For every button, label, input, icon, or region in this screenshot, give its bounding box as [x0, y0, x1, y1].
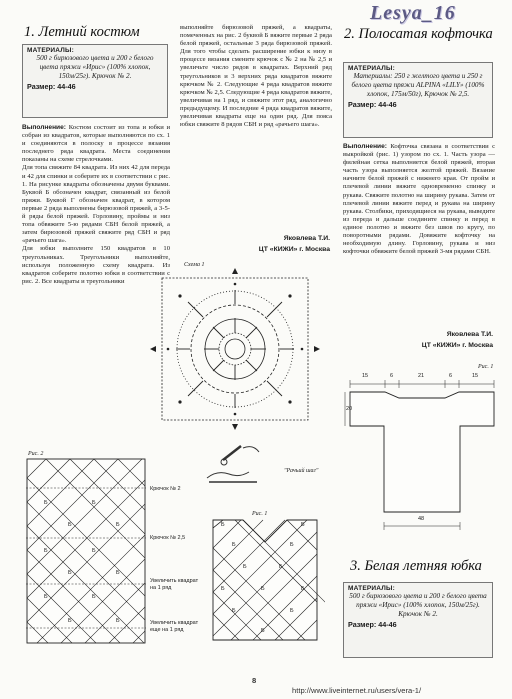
magazine-logo: Lesya_16: [370, 2, 456, 24]
dim-label: 6: [390, 373, 394, 379]
page-number: 8: [252, 676, 257, 685]
size-label: Размер: 44-46: [348, 620, 397, 629]
letter-b: Б: [116, 522, 120, 528]
crab-stitch-illustration: [203, 440, 273, 488]
crab-stitch-caption: "Рачьий шаг": [284, 468, 319, 474]
fig1-caption: Рис. 1: [252, 511, 268, 517]
fig1-letters: [205, 518, 325, 642]
letter-b: Б: [221, 586, 225, 592]
letter-b: Б: [261, 628, 265, 634]
scheme1-caption: Схема 1: [184, 262, 205, 268]
letter-b: Б: [243, 564, 247, 570]
fig2-caption: Рис. 2: [28, 451, 44, 457]
letter-b: Б: [116, 618, 120, 624]
letter-b: Б: [44, 500, 48, 506]
increase2-label: Увеличить квадрат еще на 1 ряд: [150, 620, 199, 633]
letter-b: Б: [92, 548, 96, 554]
letter-b: Б: [301, 522, 305, 528]
scheme1-motif-diagram: [150, 268, 320, 433]
dim-label: 48: [418, 516, 425, 522]
article1-studio: ЦТ «КИЖИ» г. Москва: [258, 246, 330, 253]
body-lead: Выполнение:: [343, 143, 387, 150]
article1-body: [22, 124, 170, 444]
source-url[interactable]: http://www.liveinternet.ru/users/vera-1/: [292, 686, 422, 695]
dim-label: 20: [346, 406, 353, 412]
article3-title: 3. Белая летняя юбка: [350, 558, 482, 574]
letter-b: Б: [232, 608, 236, 614]
letter-b: Б: [221, 522, 225, 528]
hook2-label: Крючок № 2: [150, 486, 181, 492]
article1-materials-box: [22, 44, 168, 118]
letter-b: Б: [68, 522, 72, 528]
body-text: Кофточка связана в соответствии с выкройкой (рис. 1) узором по сх. 1. Часть узора — филейная сетка выполняется белой пряжей, вторая часть узора выполняется желтой пряжей. Вязание начните белой пряжей с нижнего края. От пройм и плечевой линии вяжите одновременно спинку и рукава. Свяжите полотно на ширину рукава. Затем от плечевой линии вяжите перед и рукава на ширину рукава. Столбики, приходящиеся на рукава, выведите из переда и дальше соедините спинку и перед в единое полотно и вяжите без швов по кругу, по поворотными рядами. Довяжите кофточку на необходимую длину. Горловину, рукава и низ кофточки обвяжите белой пряжей 3-мя рядами СБН.: [343, 143, 495, 256]
letter-b: Б: [232, 542, 236, 548]
letter-b: Б: [44, 594, 48, 600]
letter-b: Б: [68, 618, 72, 624]
body-p3: Для юбки выполните 150 квадратов в 10 треугольниках. Треугольники выполняйте, используя положенную схему квадрата. Из квадратов соберите полотно юбки в соответствии с рис. 2. Все квадраты и треугольники: [22, 245, 170, 285]
letter-b: Б: [261, 586, 265, 592]
fig2-letters: [26, 458, 146, 644]
size-label: Размер: 44-46: [348, 100, 397, 109]
letter-b: Б: [92, 594, 96, 600]
body-p1: Костюм состоит из топа и юбки и собран из квадратов, которые выполняются по сх. 1 и соединяются в полоску в процессе вязания последнего ряда квадрата. Места соединения показаны на схеме стрелочками.: [22, 124, 170, 164]
materials-label: МАТЕРИАЛЫ:: [27, 47, 74, 54]
hook25-label: Крючок № 2,5: [150, 535, 186, 541]
pattern-caption: Рис. 1: [478, 364, 494, 370]
article2-body: [343, 143, 495, 327]
letter-b: Б: [301, 586, 305, 592]
article3-materials-box: [343, 582, 493, 658]
dim-label: 21: [418, 373, 425, 379]
article2-studio: ЦТ «КИЖИ» г. Москва: [421, 342, 493, 349]
dim-label: 15: [472, 373, 479, 379]
dim-label: 15: [362, 373, 369, 379]
materials-label: МАТЕРИАЛЫ:: [348, 65, 395, 72]
article1-body-col2: выполняйте бирюзовой пряжей, а квадраты, помеченных на рис. 2 буквой Б вяжите первые 2 ряда белой пряжей, остальные 3 ряда бирюзовой пряжей. Для того чтобы сделать расширение юбки к низу в процессе вязания смените крючок с № 2 на № 2,5 и увеличьте число рядов в квадратах. Верхний ряд треугольников и 3 верхних ряда квадратов вяжите крючком № 2. Следующие 4 ряда квадратов вяжите крючком № 2,5. Следующие 4 ряда квадратов вяжите, увеличивая на 1 ряд, и свяжите этот ряд, аналогично предыдущему. И последние 4 ряда квадратов вяжите, увеличивая квадраты еще на один ряд. Для пояса юбки свяжите 8 рядов СБН и ряд «рачьего шага».: [180, 24, 332, 129]
body-p2: Для топа свяжите 84 квадрата. Из них 42 для переда и 42 для спинки и соберите их в соответствии с рис. 1. На рисунке квадраты обозначены двумя буквами. Буквой Б обозначен квадрат, связанный из белой пряжи. Буквой Г обозначен квадрат, в котором первые 2 ряда выполнены бирюзовой пряжей, а 3-5-й ряды белой пряжей. Горловину, проймы и низ топа обвяжите 5-ю рядами СБН белой пряжей, а затем бирюзовой пряжей свяжите ряд СБН и ряд «рачьего шага».: [22, 164, 170, 245]
letter-b: Б: [290, 608, 294, 614]
letter-b: Б: [44, 548, 48, 554]
materials-text: 500 г бирюзового цвета и 200 г белого цвета пряжи «Ирис» (100% хлопок, 150м/25г). Крючок № 2.: [349, 592, 487, 618]
dim-label: 6: [449, 373, 453, 379]
materials-text: 500 г бирюзового цвета и 200 г белого цвета пряжи «Ирис» (100% хлопок, 150м/25г). Крючок № 2.: [36, 54, 154, 80]
increase1-label: Увеличить квадрат на 1 ряд: [150, 578, 199, 591]
article1-title: 1. Летний костюм: [24, 24, 140, 40]
letter-b: Б: [68, 570, 72, 576]
letter-b: Б: [290, 542, 294, 548]
materials-label: МАТЕРИАЛЫ:: [348, 585, 395, 592]
size-label: Размер: 44-46: [27, 82, 76, 91]
article2-author: Яковлева Т.И.: [446, 331, 493, 338]
materials-text: Материалы: 250 г желтого цвета и 250 г белого цвета пряжи ALPINA «LILY» (100% хлопок, 175м/50г), Крючок № 2,5.: [351, 72, 485, 98]
letter-b: Б: [279, 564, 283, 570]
article2-materials-box: [343, 62, 493, 138]
letter-b: Б: [92, 500, 96, 506]
article2-title: 2. Полосатая кофточка: [344, 26, 493, 42]
body-lead: Выполнение:: [22, 124, 66, 131]
letter-b: Б: [116, 570, 120, 576]
article1-author: Яковлева Т.И.: [283, 235, 330, 242]
sweater-dimensions: [344, 370, 502, 556]
